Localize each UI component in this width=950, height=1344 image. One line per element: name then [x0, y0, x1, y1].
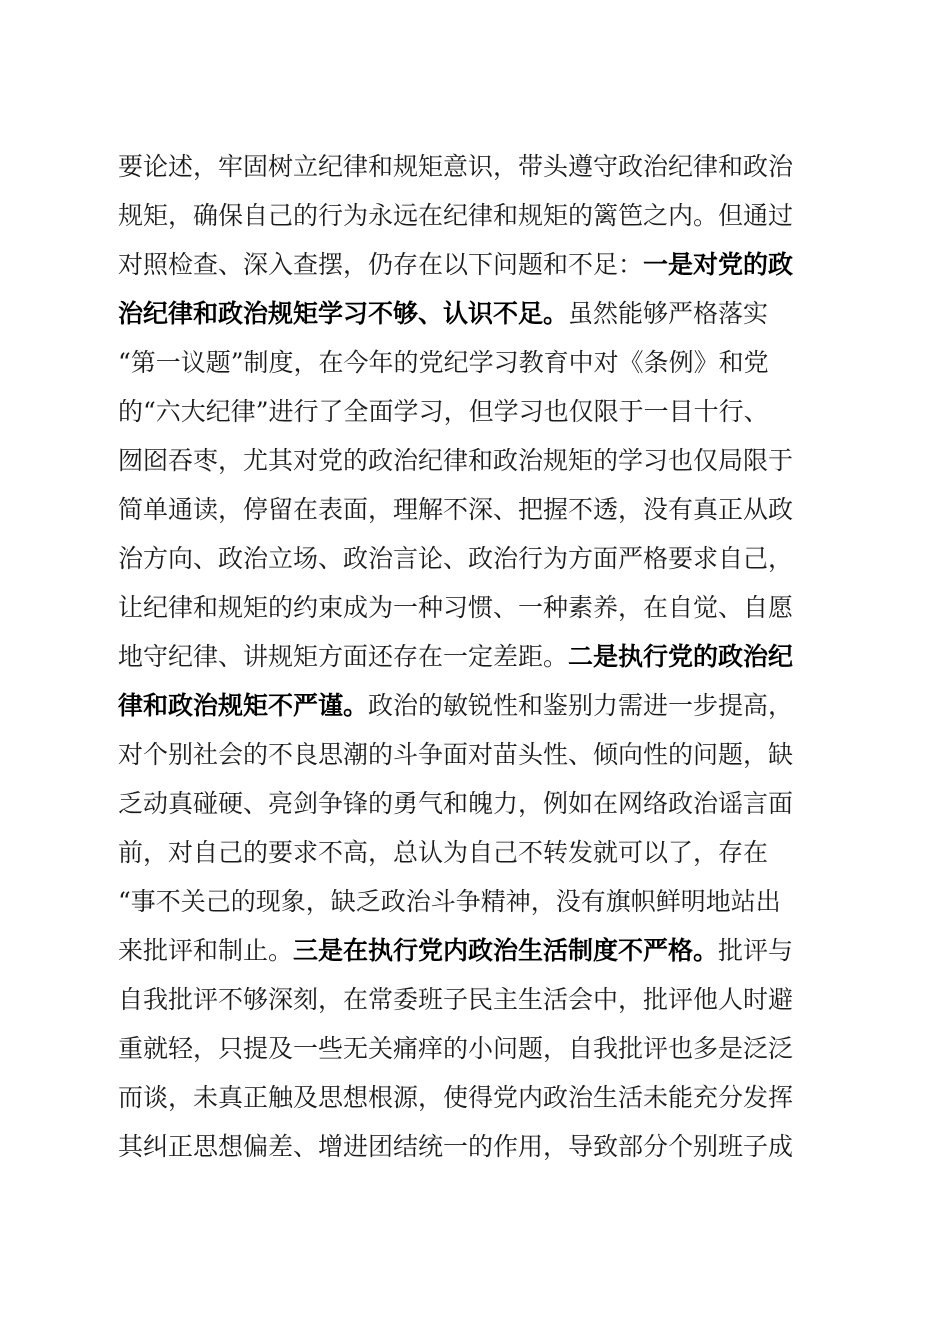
- bold-heading-text: 一是对党的政: [643, 250, 794, 279]
- body-text-segment: 批评与: [718, 936, 794, 965]
- text-line: [118, 240, 818, 289]
- body-text-segment: 的“六大纪律”进行了全面学习，但学习也仅限于一目十行、: [118, 397, 769, 426]
- body-text-segment: 规矩，确保自己的行为永远在纪律和规矩的篱笆之内。但通过: [118, 201, 794, 230]
- bold-heading-text: 三是在执行党内政治生活制度不严格。: [293, 936, 719, 965]
- body-text-segment: 自我批评不够深刻，在常委班子民主生活会中，批评他人时避: [118, 985, 794, 1014]
- body-text-segment: 要论述，牢固树立纪律和规矩意识，带头遵守政治纪律和政治: [118, 152, 794, 181]
- bold-heading-text: 二是执行党的政治纪: [568, 642, 794, 671]
- body-paragraph: [118, 142, 818, 1171]
- text-line: [118, 191, 818, 240]
- text-line: [118, 779, 818, 828]
- body-text-segment: 政治的敏锐性和鉴别力需进一步提高，: [368, 691, 794, 720]
- body-text-segment: 而谈，未真正触及思想根源，使得党内政治生活未能充分发挥: [118, 1083, 794, 1112]
- text-line: [118, 1073, 818, 1122]
- body-text-segment: 地守纪律、讲规矩方面还存在一定差距。: [118, 642, 569, 671]
- text-line: [118, 338, 818, 387]
- text-line: [118, 681, 818, 730]
- bold-heading-text: 律和政治规矩不严谨。: [118, 691, 369, 720]
- text-line: [118, 1122, 818, 1171]
- text-line: [118, 828, 818, 877]
- body-text-segment: 虽然能够严格落实: [568, 299, 769, 328]
- body-text-segment: 简单通读，停留在表面，理解不深、把握不透，没有真正从政: [118, 495, 794, 524]
- text-line: [118, 485, 818, 534]
- body-text-segment: 对个别社会的不良思潮的斗争面对苗头性、倾向性的问题，缺: [118, 740, 794, 769]
- text-line: [118, 583, 818, 632]
- body-text-segment: 重就轻，只提及一些无关痛痒的小问题，自我批评也多是泛泛: [118, 1034, 794, 1063]
- body-text-segment: 其纠正思想偏差、增进团结统一的作用，导致部分个别班子成: [118, 1132, 794, 1161]
- text-line: [118, 975, 818, 1024]
- text-line: [118, 877, 818, 926]
- text-line: [118, 436, 818, 485]
- text-line: [118, 387, 818, 436]
- body-text-segment: “第一议题”制度，在今年的党纪学习教育中对《条例》和党: [118, 348, 769, 377]
- body-text-segment: 囫囵吞枣，尤其对党的政治纪律和政治规矩的学习也仅局限于: [118, 446, 794, 475]
- text-line: [118, 632, 818, 681]
- body-text-segment: “事不关己的现象，缺乏政治斗争精神，没有旗帜鲜明地站出: [118, 887, 781, 916]
- text-line: [118, 926, 818, 975]
- bold-heading-text: 治纪律和政治规矩学习不够、认识不足。: [118, 299, 569, 328]
- text-line: [118, 1024, 818, 1073]
- body-text-segment: 乏动真碰硬、亮剑争锋的勇气和魄力，例如在网络政治谣言面: [118, 789, 794, 818]
- text-line: [118, 534, 818, 583]
- text-line: [118, 289, 818, 338]
- body-text-segment: 对照检查、深入查摆，仍存在以下问题和不足：: [118, 250, 644, 279]
- body-text-segment: 治方向、政治立场、政治言论、政治行为方面严格要求自己，: [118, 544, 794, 573]
- body-text-segment: 前，对自己的要求不高，总认为自己不转发就可以了，存在: [118, 838, 769, 867]
- body-text-segment: 来批评和制止。: [118, 936, 294, 965]
- body-text-segment: 让纪律和规矩的约束成为一种习惯、一种素养，在自觉、自愿: [118, 593, 794, 622]
- text-line: [118, 730, 818, 779]
- text-line: [118, 142, 818, 191]
